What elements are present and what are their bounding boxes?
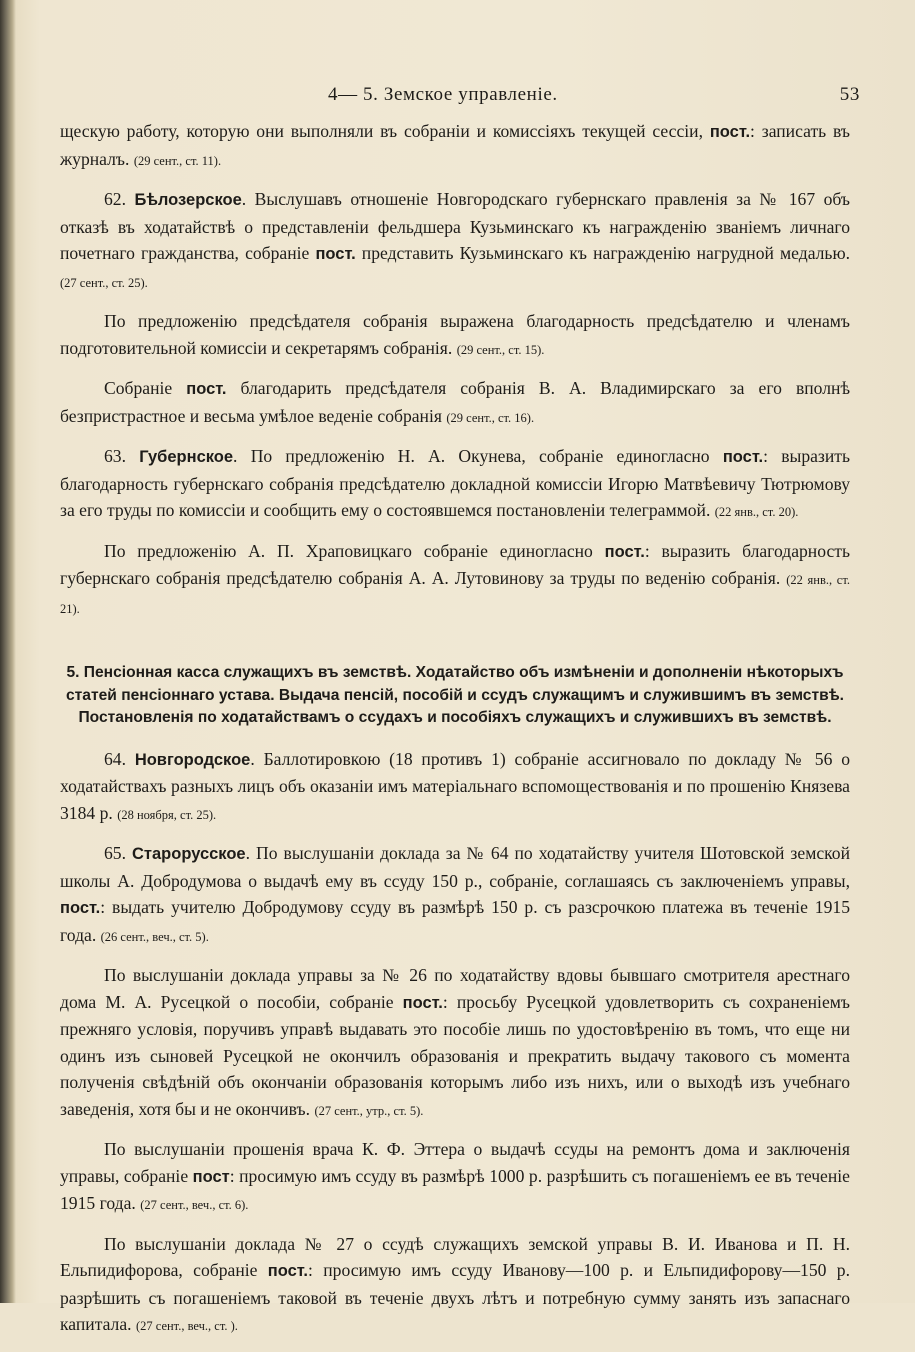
citation-reference: (27 сент., веч., ст. 6). [140,1198,249,1212]
paragraph [60,308,850,363]
paragraph [60,1231,850,1340]
citation-reference: (27 сент., утр., ст. 5). [314,1103,424,1118]
text-run: представить Кузьминскаго къ награжденію нагрудной медалью. [355,243,850,263]
text-run: . По предложенію Н. А. Окунева, собраніе единогласно [233,446,723,466]
paragraphs-block-1 [60,118,850,622]
paragraph [60,840,850,950]
paragraph [60,746,850,829]
page-number: 53 [839,84,860,105]
text-run: По выслушаніи доклада управы за № 26 по ходатайству вдовы бывшаго смотрителя арестнаго дома М. А. Русецкой о пособіи, собраніе [60,965,850,1012]
text-run: По предложенію А. П. Храповицкаго собраніе единогласно [104,540,605,561]
citation-reference: (27 сент., веч., ст. ). [135,1319,238,1333]
text-run: : просьбу Русецкой удовлетворить съ сохраненіемъ прежняго условія, поручивъ управѣ выдавать это пособіе лишь по удостовѣренію въ томъ, что еще ни одинъ изъ сыновей Русецкой не окончилъ образованія и прекратить выдачу такового съ момента полученія свѣдѣній объ окончаніи образованія которымъ либо изъ нихъ, или о выходѣ изъ учебнаго заведенія, хотя бы и не окончивъ. [60,991,850,1119]
citation-reference: (27 сент., ст. 25). [60,275,148,290]
running-header [60,84,860,108]
paragraph [60,1136,850,1219]
header-title: 4— 5. Земское управленіе. [328,84,558,105]
paragraphs-block-2 [60,746,850,1340]
text-run: : просимую имъ ссуду въ размѣрѣ 1000 р. разрѣшить съ погашеніемъ ее въ теченіе 1915 года. [60,1165,850,1213]
paragraph [60,443,850,526]
text-run: благодарить предсѣдателя собранія В. А. Владимирскаго за его вполнѣ безпристрастное и весьма умѣлое веденіе собранія [60,378,850,426]
text-run: . Баллотировкою (18 противъ 1) собраніе ассигновало по докладу № 56 о ходатайствахъ разныхъ лицъ объ оказаніи имъ матеріальнаго вспомоществованія и по прошенію Князева 3184 р. [60,748,851,823]
text-run: По выслушаніи доклада № 27 о ссудѣ служащихъ земской управы В. И. Иванова и П. Н. Ельпидифорова, собраніе [60,1233,850,1280]
bold-term: Губернское [139,448,234,466]
citation-reference: (29 сент., ст. 16). [446,410,535,425]
citation-reference: (29 сент., ст. 11). [133,153,222,168]
citation-reference: (22 янв., ст. 20). [714,505,799,519]
text-run: : выразить благодарность губернскаго собранія предсѣдателю собранія А. А. Лутовинову за труды по веденію собранія. [60,540,850,588]
text-run: 64. [104,748,135,769]
bold-term: пост. [722,448,764,466]
bold-term: пост. [60,899,101,917]
bold-term: пост. [186,380,227,398]
bold-term: пост. [709,123,751,141]
text-run: 62. [104,189,135,209]
bold-term: Старорусское [132,845,246,863]
text-run: щескую работу, которую они выполняли въ собраніи и комиссіяхъ текущей сессіи, [60,121,710,141]
bold-term: пост. [267,1262,309,1280]
paragraph [60,538,850,623]
text-run: Собраніе [104,378,187,398]
citation-reference: (26 сент., веч., ст. 5). [100,929,209,944]
bold-term: пост. [604,542,645,561]
section-heading: 5. Пенсіонная касса служащихъ въ земствѣ. Ходатайство объ измѣненіи и дополненіи нѣкоторыхъ статей пенсіоннаго устава. Выдача пенсій, пособій и ссудъ служащимъ и служившимъ въ земствѣ. Постановленія по ходатайствамъ о ссудахъ и пособіяхъ служащихъ и служившихъ въ земствѣ. [66,664,844,726]
text-run: По выслушаніи прошенія врача К. Ф. Эттера о выдачѣ ссуды на ремонтъ дома и заключенія управы, собраніе [60,1139,850,1186]
bold-term: пост. [315,245,356,263]
bold-term: пост [192,1167,230,1186]
bold-term: пост. [402,993,443,1012]
paragraph [60,118,850,174]
paragraph [60,186,850,296]
text-run: : просимую имъ ссуду Иванову—100 р. и Ельпидифорову—150 р. разрѣшить съ погашеніемъ таковой въ теченіе двухъ лѣтъ и потребную сумму занять изъ запаснаго капитала. [60,1260,850,1334]
text-run: : записать въ журналъ. [60,121,850,169]
bold-term: Новгородское [134,750,251,769]
book-spine-shadow [0,0,16,1303]
text-run: . По выслушаніи доклада за № 64 по ходатайству учителя Шотовской земской школы А. Добродумова о выдачѣ ему въ ссуду 150 р., собраніе, соглашаясь съ заключеніемъ управы, [60,843,850,891]
text-run: : выразить благодарность губернскаго собранія предсѣдателю докладной комиссіи Игорю Матвѣевичу Тютрюмову за его труды по комиссіи и сообщить ему о состоявшемся постановленіи телеграммой. [60,446,851,520]
text-run: : выдать учителю Добродумову ссуду въ размѣрѣ 150 р. съ разсрочкою платежа въ теченіе 1915 года. [60,897,850,945]
citation-reference: (22 янв., ст. 21). [60,573,850,616]
text-run: . Выслушавъ отношеніе Новгородскаго губернскаго правленія за № 167 объ отказѣ въ ходатайствѣ о представленіи фельдшера Кузьминскаго къ награжденію званіемъ личнаго почетнаго гражданства, собраніе [60,189,850,263]
text-run: 65. [104,843,132,863]
text-run: 63. [104,446,140,466]
citation-reference: (28 ноября, ст. 25). [117,807,217,822]
citation-reference: (29 сент., ст. 15). [456,342,545,357]
text-run: По предложенію предсѣдателя собранія выражена благодарность предсѣдателю и членамъ подготовительной комиссіи и секретарямъ собранія. [60,311,850,358]
paragraph [60,962,850,1124]
bold-term: Бѣлозерское [134,191,242,209]
paragraph [60,375,850,431]
page-body [60,118,850,1352]
